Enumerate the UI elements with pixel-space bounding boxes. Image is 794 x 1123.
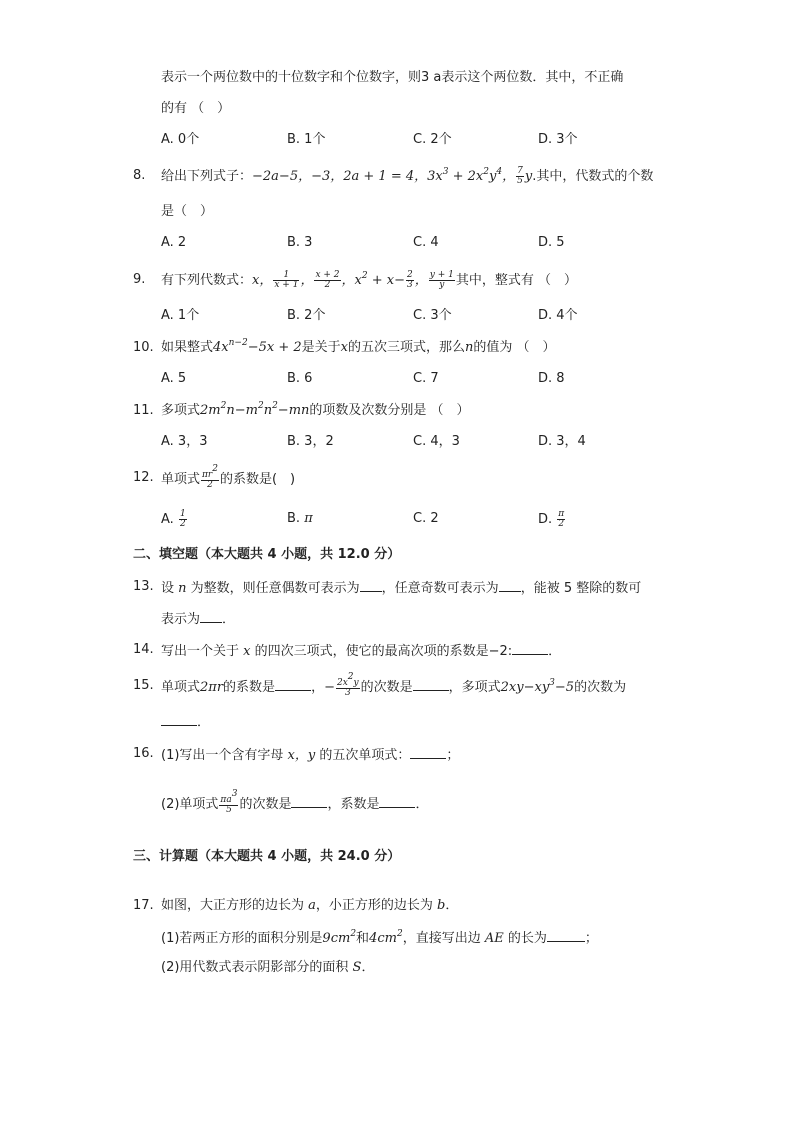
q9-number: 9. [133, 272, 146, 287]
q10-number: 10. [133, 340, 154, 355]
q8-stem-tail: .其中，代数式的个数 [532, 169, 654, 184]
q10-var-n: n [465, 340, 474, 355]
q12-option-a-label: A. [161, 512, 174, 527]
q12-option-b: B. π [287, 511, 313, 526]
q13-text-e: 表示为 [161, 612, 201, 627]
q13-text-f: ． [222, 612, 236, 627]
q9-stem [161, 271, 577, 290]
q8-number: 8. [133, 168, 146, 183]
q14-text-c: ． [548, 644, 562, 659]
q15-continuation [161, 712, 210, 732]
q8-option-b: B. 3 [287, 235, 313, 250]
q13-blank-2[interactable] [499, 578, 521, 592]
q10-option-a: A. 5 [161, 371, 187, 386]
q8-option-a: A. 2 [161, 235, 187, 250]
q13-var-n: n [174, 581, 191, 596]
q16-part-2-text-a: (2)单项式 [161, 797, 219, 812]
q15-blank-3[interactable] [161, 712, 197, 726]
q8-option-c: C. 4 [413, 235, 439, 250]
q7-continuation-line-1: 表示一个两位数中的十位数字和个位数字，则3 a表示这个两位数．其中，不正确 [161, 70, 624, 85]
q7-option-a: A. 0个 [161, 132, 200, 147]
q7-option-c: C. 2个 [413, 132, 452, 147]
q13-number: 13. [133, 579, 154, 594]
q9-stem-tail: 其中，整式有 （ ） [455, 273, 577, 288]
q17-part-1 [161, 928, 598, 948]
q12-option-d: D. $\frac{\pi}{2}$ [538, 509, 565, 529]
q17-var-s: S [348, 960, 362, 975]
q8-stem-pre: 给出下列式子： [161, 169, 253, 184]
q9-option-c: C. 3个 [413, 308, 452, 323]
q16-vars: x，y [283, 748, 320, 763]
q13-text-b: 为整数，则任意偶数可表示为 [190, 581, 360, 596]
q15-text-f: 的次数为 [574, 680, 627, 695]
q10-stem-d: 的值为 （ ） [473, 340, 556, 355]
q14-number: 14. [133, 642, 154, 657]
section-fill-in-heading: 二、填空题（本大题共 4 小题，共 12.0 分） [133, 547, 401, 562]
q10-var-x: x [340, 340, 348, 355]
q15-stem [161, 672, 627, 698]
q10-option-b: B. 6 [287, 371, 313, 386]
q12-monomial: $\frac{\pi r^2}{2}$ [202, 464, 218, 490]
q11-polynomial: $2m^2n-m^2n^2-mn$ [200, 401, 310, 418]
q9-option-a: A. 1个 [161, 308, 200, 323]
q15-monomial-2: − $\frac{2x^2y}{3}$ [324, 672, 359, 698]
q15-blank-1[interactable] [275, 677, 311, 691]
q10-stem [161, 339, 556, 357]
q15-text-a: 单项式 [161, 680, 201, 695]
q16-part-1 [161, 745, 459, 765]
q15-number: 15. [133, 678, 154, 693]
q8-stem [161, 167, 653, 186]
q13-continuation [161, 609, 235, 629]
q13-text-a: 设 [161, 581, 175, 596]
q17-part-1-text-b: 和 [356, 931, 370, 946]
q11-stem-b: 的项数及次数分别是 （ ） [309, 403, 470, 418]
q12-option-b-label: B. [287, 511, 301, 526]
q10-option-c: C. 7 [413, 371, 439, 386]
q7-option-b: B. 1个 [287, 132, 326, 147]
q12-option-d-label: D. [538, 512, 553, 527]
q11-stem [161, 402, 470, 420]
q16-part-2-text-c: ，系数是 [327, 797, 380, 812]
q17-part-1-text-e: ； [584, 931, 598, 946]
q15-text-e: ，多项式 [448, 680, 501, 695]
q15-blank-2[interactable] [413, 677, 449, 691]
q17-stem [161, 897, 458, 915]
q13-stem [161, 578, 641, 598]
q9-option-d: D. 4个 [538, 308, 578, 323]
q11-option-d: D. 3，4 [538, 434, 586, 449]
q17-part-2 [161, 959, 374, 977]
q16-part-2 [161, 789, 429, 815]
q17-area-2: $4cm^2$ [369, 929, 403, 946]
q7-option-d: D. 3个 [538, 132, 578, 147]
q17-part-1-text-d: 的长为 [507, 931, 547, 946]
q10-stem-a: 如果整式 [161, 340, 214, 355]
q16-monomial: $\frac{\pi a^3}{5}$ [220, 789, 238, 815]
q12-stem [161, 464, 296, 490]
q17-edge-ae: AE [480, 931, 508, 946]
q12-option-a: A. $\frac{1}{2}$ [161, 509, 186, 529]
q8-continuation: 是（ ） [161, 204, 214, 219]
q15-text-b: 的系数是 [223, 680, 276, 695]
q12-stem-a: 单项式 [161, 472, 201, 487]
q8-option-d: D. 5 [538, 235, 565, 250]
q17-number: 17. [133, 898, 154, 913]
q16-blank-1[interactable] [410, 745, 446, 759]
q16-blank-3[interactable] [379, 794, 415, 808]
q16-part-1-text-a: (1)写出一个含有字母 [161, 748, 284, 763]
q8-expression-text: −2a−5，−3，2a + 1 = 4，3x [252, 169, 443, 184]
q9-expressions: x， $\frac{1}{x + 1}$ ， $\frac{x + 2}{2}$ ，$x^2 + x-$ $\frac{2}{3}$ ， $\frac{y + 1}{y}$ [252, 270, 454, 290]
section-calculation-heading: 三、计算题（本大题共 4 小题，共 24.0 分） [133, 849, 401, 864]
q14-text-b: 的四次三项式，使它的最高次项的系数是−2: [254, 644, 513, 659]
q17-area-1: $9cm^2$ [322, 929, 357, 946]
q17-var-b: b [432, 898, 446, 913]
q12-stem-b: 的系数是( ) [219, 472, 296, 487]
q15-text-d: 的次数是 [360, 680, 413, 695]
q16-part-2-text-d: ． [415, 797, 429, 812]
q10-stem-b: 是关于 [301, 340, 341, 355]
q11-option-b: B. 3，2 [287, 434, 334, 449]
q14-text-a: 写出一个关于 [161, 644, 240, 659]
q15-text-c: ， [311, 680, 325, 695]
q16-part-1-text-b: 的五次单项式： [319, 748, 411, 763]
q10-option-d: D. 8 [538, 371, 565, 386]
q16-blank-2[interactable] [291, 794, 327, 808]
q13-blank-3[interactable] [200, 609, 222, 623]
q16-part-2-text-b: 的次数是 [239, 797, 292, 812]
q17-blank[interactable] [547, 928, 585, 942]
q12-option-c: C. 2 [413, 511, 439, 526]
q11-stem-a: 多项式 [161, 403, 201, 418]
q17-var-a: a [304, 898, 316, 913]
q17-text-a: 如图，大正方形的边长为 [161, 898, 305, 913]
q13-text-c: ，任意奇数可表示为 [381, 581, 499, 596]
q9-option-b: B. 2个 [287, 308, 326, 323]
q15-text-g: ． [197, 715, 211, 730]
q16-number: 16. [133, 746, 154, 761]
q12-number: 12. [133, 470, 154, 485]
q15-monomial-1: 2πr [200, 680, 224, 695]
q14-blank[interactable] [512, 641, 548, 655]
q15-polynomial: $2xy-xy^3-5$ [500, 678, 575, 695]
q14-stem [161, 641, 561, 661]
q17-part-2-text-b: ． [361, 960, 375, 975]
q13-blank-1[interactable] [360, 578, 382, 592]
q13-text-d: ，能被 5 整除的数可 [520, 581, 642, 596]
q8-expression: −2a−5，−3，2a + 1 = 4，$3x^3 + 2x^2y^4$， $\frac{7}{5}$ y [252, 166, 533, 186]
q17-part-2-text-a: (2)用代数式表示阴影部分的面积 [161, 960, 349, 975]
q11-option-a: A. 3，3 [161, 434, 208, 449]
q10-stem-c: 的五次三项式，那么 [348, 340, 466, 355]
q10-polynomial: $4x^{n-2}-5x + 2$ [213, 338, 302, 355]
q16-part-1-text-c: ； [446, 748, 460, 763]
q11-number: 11. [133, 403, 154, 418]
q17-text-b: ，小正方形的边长为 [315, 898, 433, 913]
q11-option-c: C. 4，3 [413, 434, 460, 449]
q17-text-c: ． [445, 898, 459, 913]
q7-continuation-line-2: 的有 （ ） [161, 101, 231, 116]
q17-part-1-text-a: (1)若两正方形的面积分别是 [161, 931, 323, 946]
q17-part-1-text-c: ，直接写出边 [402, 931, 481, 946]
q14-var-x: x [239, 644, 255, 659]
q9-stem-pre: 有下列代数式： [161, 273, 253, 288]
